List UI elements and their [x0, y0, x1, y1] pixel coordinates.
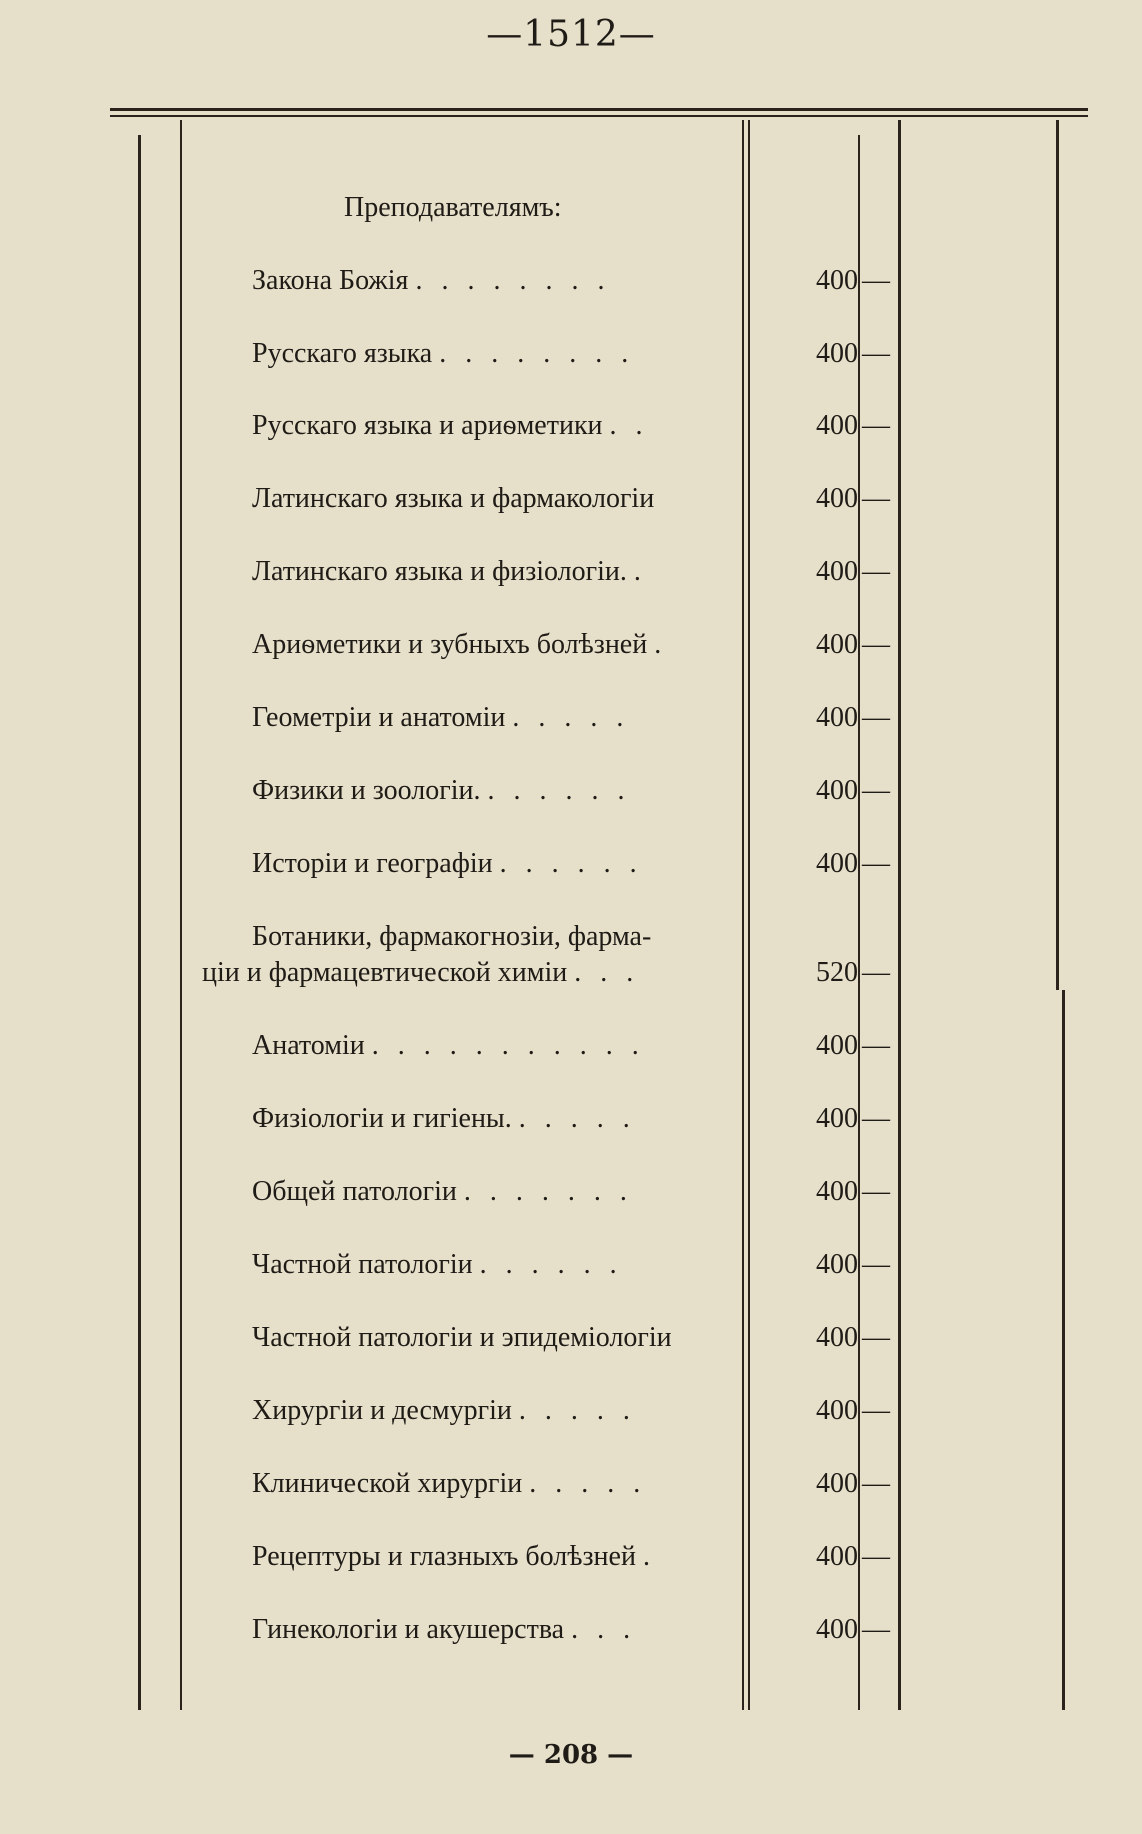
row-label [252, 702, 732, 734]
table-row [0, 848, 1142, 898]
row-label-text: Общей патологіи [252, 1176, 457, 1207]
row-dots: . . . [574, 957, 640, 988]
row-kopecks: — [862, 1030, 890, 1061]
table-row [0, 338, 1142, 388]
row-dots: . [654, 629, 668, 660]
row-label [252, 848, 732, 880]
row-amount: 400 [816, 702, 858, 733]
row-label [252, 629, 732, 661]
row-label [252, 1541, 732, 1573]
row-amount: 400 [816, 1103, 858, 1134]
row-kopecks: — [862, 775, 890, 806]
row-label [252, 1030, 732, 1062]
row-amount: 400 [816, 265, 858, 296]
row-kopecks: — [862, 702, 890, 733]
row-label-text: Частной патологіи [252, 1249, 473, 1280]
table-row [0, 556, 1142, 606]
row-label-text: Хирургіи и десмургіи [252, 1395, 512, 1426]
row-label-text: Гинекологіи и акушерства [252, 1614, 565, 1645]
page-number-top: —1512— [486, 14, 656, 55]
row-amount: 400 [816, 1322, 858, 1353]
row-amount: 400 [816, 1395, 858, 1426]
row-dots: . . . . . . . . [439, 338, 635, 369]
row-dots: . . [609, 410, 649, 441]
row-label [252, 1249, 732, 1281]
top-rule [110, 108, 1088, 111]
row-label-line2 [202, 957, 639, 989]
row-label [252, 1395, 732, 1427]
row-kopecks: — [862, 410, 890, 441]
table-row [0, 921, 1142, 988]
table-row [0, 265, 1142, 315]
row-kopecks: — [862, 1176, 890, 1207]
row-amount: 400 [816, 775, 858, 806]
row-label [252, 1468, 732, 1500]
row-label-text: ціи и фармацевтической химіи [202, 957, 568, 988]
table-row [0, 1249, 1142, 1299]
row-dots: . [642, 1541, 656, 1572]
row-kopecks: — [862, 556, 890, 587]
row-dots: . . . . . [529, 1468, 647, 1499]
row-label [252, 410, 732, 442]
row-amount: 400 [816, 338, 858, 369]
row-dots: . . . . . [512, 702, 630, 733]
row-dots: . . . [571, 1614, 637, 1645]
row-label [252, 1176, 732, 1208]
table-row [0, 629, 1142, 679]
row-label [252, 775, 732, 807]
row-kopecks: — [862, 1541, 890, 1572]
row-label-text: Физики и зоологіи. [252, 775, 481, 806]
row-kopecks: — [862, 265, 890, 296]
row-amount: 400 [816, 556, 858, 587]
row-amount: 520 [816, 957, 858, 988]
row-dots: . . . . . [518, 1103, 636, 1134]
row-label-text: Анатоміи [252, 1030, 365, 1061]
row-label [252, 483, 732, 515]
row-kopecks: — [862, 629, 890, 660]
table-row [0, 1468, 1142, 1518]
table-row [0, 1322, 1142, 1372]
row-label-text: Физіологіи и гигіены. [252, 1103, 512, 1134]
table-row [0, 483, 1142, 533]
row-label-text: Латинскаго языка и физіологіи. [252, 556, 627, 587]
row-amount: 400 [816, 1468, 858, 1499]
table-row [0, 1614, 1142, 1664]
row-kopecks: — [862, 338, 890, 369]
row-dots: . . . . . . . . . . . [371, 1030, 645, 1061]
row-label [252, 338, 732, 370]
row-dots: . . . . . . . . [415, 265, 611, 296]
row-kopecks: — [862, 1103, 890, 1134]
row-label-text: Русскаго языка и ариѳметики [252, 410, 603, 441]
row-kopecks: — [862, 1468, 890, 1499]
table-row [0, 410, 1142, 460]
row-amount: 400 [816, 1614, 858, 1645]
table-row [0, 775, 1142, 825]
row-kopecks: — [862, 1249, 890, 1280]
row-label [252, 1103, 732, 1135]
row-dots: . . . . . . [487, 775, 631, 806]
row-dots: . [633, 556, 647, 587]
row-label-text: Частной патологіи и эпидеміологіи [252, 1322, 672, 1353]
row-label-line1: Ботаники, фармакогнозіи, фарма- [252, 921, 652, 952]
table-row [0, 1103, 1142, 1153]
row-label [252, 1322, 732, 1354]
row-kopecks: — [862, 1614, 890, 1645]
top-rule-secondary [110, 115, 1088, 117]
row-label [252, 265, 732, 297]
table-header: Преподавателямъ: [344, 192, 562, 223]
row-amount: 400 [816, 1249, 858, 1280]
row-dots: . . . . . . [479, 1249, 623, 1280]
row-label-text: Исторіи и географіи [252, 848, 493, 879]
row-kopecks: — [862, 483, 890, 514]
row-label-text: Закона Божія [252, 265, 409, 296]
table-row [0, 702, 1142, 752]
table-row [0, 1176, 1142, 1226]
row-amount: 400 [816, 483, 858, 514]
row-amount: 400 [816, 410, 858, 441]
row-dots: . . . . . . . [463, 1176, 633, 1207]
row-label-text: Латинскаго языка и фармакологіи [252, 483, 655, 514]
row-label-text: Русскаго языка [252, 338, 433, 369]
row-amount: 400 [816, 848, 858, 879]
row-amount: 400 [816, 1030, 858, 1061]
row-amount: 400 [816, 1176, 858, 1207]
row-label-text: Рецептуры и глазныхъ болѣзней [252, 1541, 636, 1572]
row-dots: . . . . . . [499, 848, 643, 879]
row-kopecks: — [862, 957, 890, 988]
page-number-bottom: — 208 — [508, 1740, 634, 1770]
table-row [0, 1395, 1142, 1445]
table-row [0, 1541, 1142, 1591]
row-label [252, 1614, 732, 1646]
row-label-text: Клинической хирургіи [252, 1468, 523, 1499]
row-kopecks: — [862, 1322, 890, 1353]
row-kopecks: — [862, 848, 890, 879]
row-dots: . . . . . [518, 1395, 636, 1426]
row-amount: 400 [816, 629, 858, 660]
row-amount: 400 [816, 1541, 858, 1572]
row-label-text: Геометріи и анатоміи [252, 702, 506, 733]
row-kopecks: — [862, 1395, 890, 1426]
row-label [252, 556, 732, 588]
row-label-text: Ариѳметики и зубныхъ болѣзней [252, 629, 648, 660]
table-row [0, 1030, 1142, 1080]
